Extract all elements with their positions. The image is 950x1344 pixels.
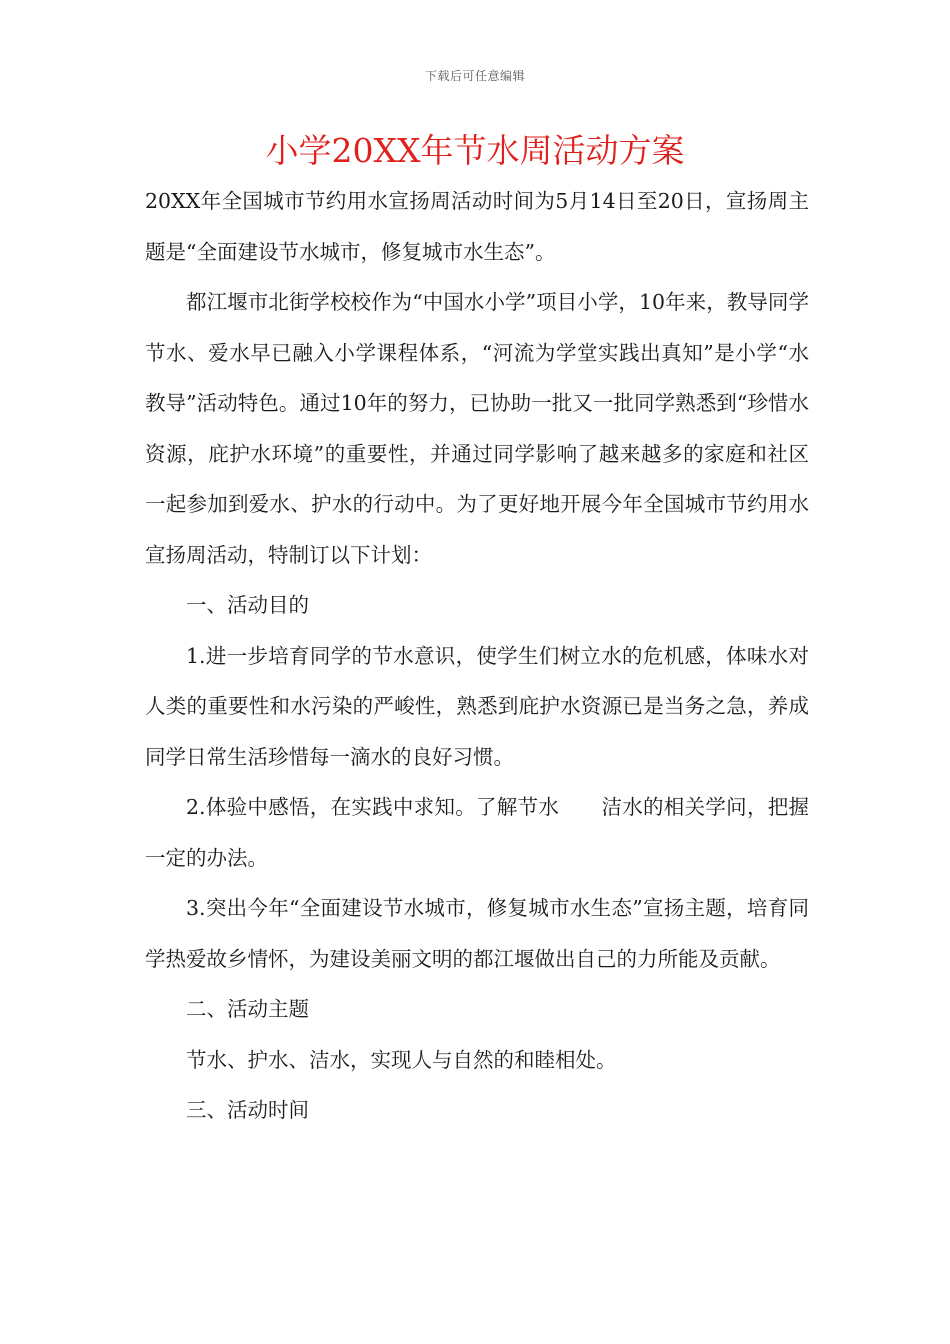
purpose-item-3: 3.突出今年“全面建设节水城市，修复城市水生态”宣扬主题，培育同学热爱故乡情怀，为建设美丽文明的都江堰做出自己的力所能及贡献。	[145, 896, 809, 971]
theme-text: 节水、护水、洁水，实现人与自然的和睦相处。	[186, 1047, 617, 1072]
document-body	[145, 176, 809, 1136]
section-heading-time: 三、活动时间	[186, 1098, 309, 1122]
section-heading-purpose: 一、活动目的	[186, 593, 309, 617]
purpose-item-1: 1.进一步培育同学的节水意识，使学生们树立水的危机感，体味水对人类的重要性和水污染的严峻性，熟悉到庇护水资源已是当务之急，养成同学日常生活珍惜每一滴水的良好习惯。	[145, 643, 809, 769]
purpose-item-2	[145, 782, 809, 883]
intro-paragraph: 20XX年全国城市节约用水宣扬周活动时间为5月14日至20日，宣扬周主题是“全面建设节水城市，修复城市水生态”。	[145, 189, 809, 264]
document-title: 小学20XX年节水周活动方案	[265, 131, 685, 170]
purpose-item-2-part2: 洁水的相关学问，把握一定的办法。	[145, 795, 810, 870]
header-note: 下载后可任意编辑	[424, 69, 525, 83]
purpose-item-2-part1: 2.体验中感悟，在实践中求知。了解节水	[186, 795, 560, 819]
background-paragraph: 都江堰市北街学校校作为“中国水小学”项目小学，10年来，教导同学节水、爱水早已融入小学课程体系，“河流为学堂实践出真知”是小学“水教导”活动特色。通过10年的努力，已协助一批又一批同学熟悉到“珍惜水资源，庇护水环境”的重要性，并通过同学影响了越来越多的家庭和社区一起参加到爱水、护水的行动中。为了更好地开展今年全国城市节约用水宣扬周活动，特制订以下计划：	[145, 290, 809, 567]
section-heading-theme: 二、活动主题	[186, 997, 309, 1021]
